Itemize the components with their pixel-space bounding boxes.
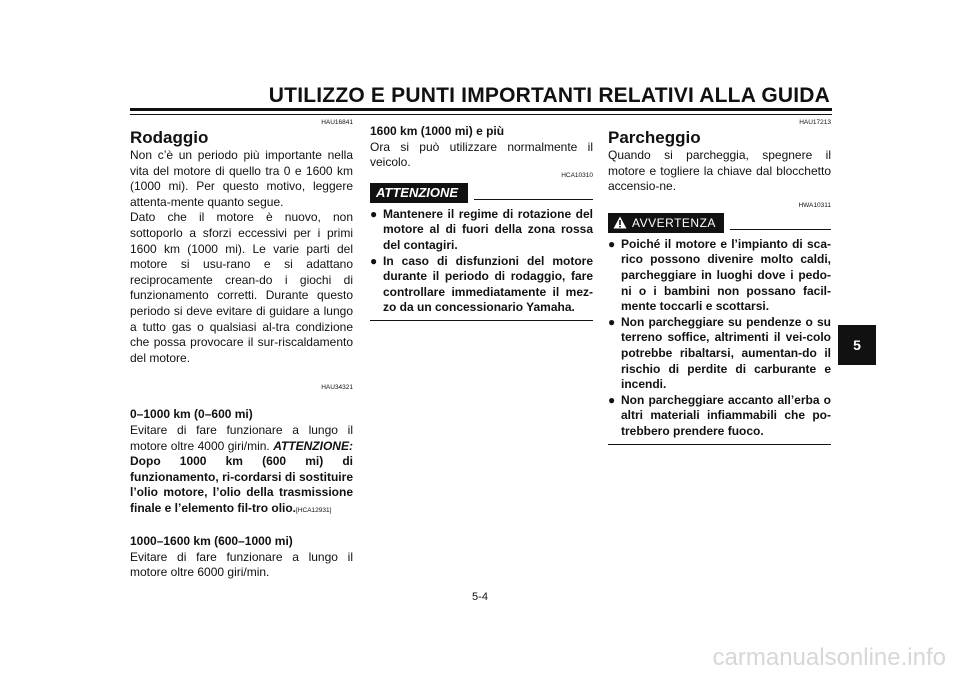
column-left [130,118,353,581]
paragraph-with-caution [130,423,353,519]
warning-list [608,237,831,440]
section-code: HAU34321 [321,384,353,392]
paragraph: Evitare di fare funzionare a lungo il motore oltre 6000 giri/min. [130,549,353,580]
column-middle [370,118,593,321]
warning-triangle-icon [613,216,627,229]
divider [730,229,831,230]
paragraph: Ora si può utilizzare normalmente il veicolo. [370,139,593,170]
list-item: ● In caso di disfunzioni del motore durante il periodo di rodaggio, fare controllare immediatamente il mez-zo da un concessionario Yamaha. [370,253,593,315]
section-code: HAU16841 [321,119,353,126]
bullet-icon: ● [608,392,616,407]
section-code: HAU17213 [799,119,831,126]
bullet-icon: ● [370,253,378,268]
caution-label: ATTENZIONE: [273,438,353,453]
avvertenza-label: AVVERTENZA [632,215,716,230]
bullet-icon: ● [370,206,378,221]
list-item: ● Poiché il motore e l’impianto di sca-rico possono divenire molto caldi, parcheggiare in luoghi dove i pedo-ni o i bambini non possano facil-mente toccarli e scottarsi. [608,236,831,314]
section-code: HWA10311 [798,201,831,209]
chapter-tab[interactable]: 5 [838,325,876,365]
divider [608,444,831,445]
caution-text: Dopo 1000 km (600 mi) di funzionamento, ri-cordarsi di sostituire l’olio motore, l’olio della trasmissione finale e l’elemento fil-tro olio. [130,454,353,515]
subheading: 1000–1600 km (600–1000 mi) [130,534,293,549]
list-item: ● Mantenere il regime di rotazione del motore al di fuori della zona rossa del contagiri. [370,206,593,252]
paragraph-text: Evitare di fare funzionare a lungo il motore oltre 4000 giri/min. [130,422,353,453]
paragraph: Quando si parcheggia, spegnere il motore e togliere la chiave dal blocchetto accensio-ne. [608,148,831,194]
subheading: 0–1000 km (0–600 mi) [130,407,253,422]
caution-code: [HCA12931] [296,506,332,514]
subheading: 1600 km (1000 mi) e più [370,124,505,138]
header-rule [130,108,832,111]
bullet-icon: ● [608,314,616,329]
section-heading-parcheggio: Parcheggio [608,128,701,147]
list-item: ● Non parcheggiare accanto all’erba o altri materiali infiammabili che po-trebbero prendere fuoco. [608,392,831,438]
list-item: ● Non parcheggiare su pendenze o su terreno soffice, altrimenti il vei-colo potrebbe ribaltarsi, aumentan-do il rischio di perdite di carburante e incendi. [608,314,831,392]
bullet-icon: ● [608,236,616,251]
header-rule-thin [130,114,832,115]
caution-list [370,207,593,316]
paragraph: Non c’è un periodo più importante nella vita del motore di quello tra 0 e 1600 km (1000 mi). Per questo motivo, leggere attenta-mente quanto segue. [130,148,353,209]
divider [474,199,593,200]
caution-box-header [370,183,593,203]
divider [370,320,593,321]
attenzione-badge: ATTENZIONE [370,183,468,203]
section-code: HCA10310 [561,171,593,179]
paragraph: Dato che il motore è nuovo, non sottoporlo a sforzi eccessivi per i primi 1600 km (1000 mi). Le varie parti del motore si usu-rano e si adattano reciprocamente crean-do i giochi di funzionamento corretti. Durante questo periodo si deve evitare di guidare a lungo a tutto gas o qualsiasi al-tra condizione che possa provocare il sur-riscaldamento del motore. [130,210,353,365]
warning-box-header [608,213,831,233]
page-number: 5-4 [472,591,488,603]
column-right [608,118,831,445]
avvertenza-badge [608,213,724,233]
section-heading-rodaggio: Rodaggio [130,128,209,147]
watermark: carmanualsonline.info [712,644,946,671]
page-title: UTILIZZO E PUNTI IMPORTANTI RELATIVI ALLA GUIDA [268,84,830,107]
